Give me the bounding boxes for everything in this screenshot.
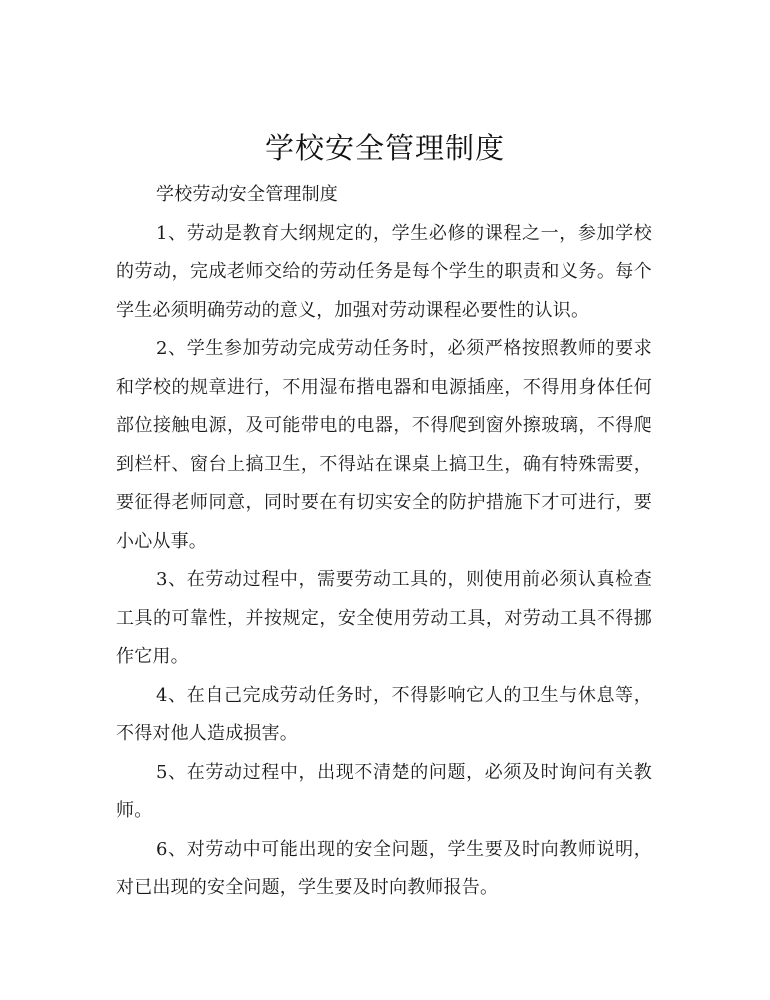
paragraph-1: 1、劳动是教育大纲规定的，学生必修的课程之一，参加学校的劳动，完成老师交给的劳动任务是每个学生的职责和义务。每个学生必须明确劳动的意义，加强对劳动课程必要性的认识。	[116, 222, 652, 321]
paragraph-2: 2、学生参加劳动完成劳动任务时，必须严格按照教师的要求和学校的规章进行，不用湿布揩电器和电源插座，不得用身体任何部位接触电源，及可能带电的电器，不得爬到窗外擦玻璃，不得爬到栏杆、窗台上搞卫生，不得站在课桌上搞卫生，确有特殊需要，要征得老师同意，同时要在有切实安全的防护措施下才可进行，要小心从事。	[116, 338, 652, 552]
section-subtitle: 学校劳动安全管理制度	[156, 184, 338, 205]
paragraph-5: 5、在劳动过程中，出现不清楚的问题，必须及时询问有关教师。	[116, 761, 652, 821]
paragraph-4: 4、在自己完成劳动任务时，不得影响它人的卫生与休息等，不得对他人造成损害。	[116, 684, 652, 744]
paragraph-6: 6、对劳动中可能出现的安全问题，学生要及时向教师说明，对已出现的安全问题，学生要及时向教师报告。	[116, 838, 652, 898]
document-body	[116, 176, 652, 908]
paragraph-3: 3、在劳动过程中，需要劳动工具的，则使用前必须认真检查工具的可靠性，并按规定，安全使用劳动工具，对劳动工具不得挪作它用。	[116, 569, 652, 667]
document-title: 学校安全管理制度	[264, 131, 505, 165]
